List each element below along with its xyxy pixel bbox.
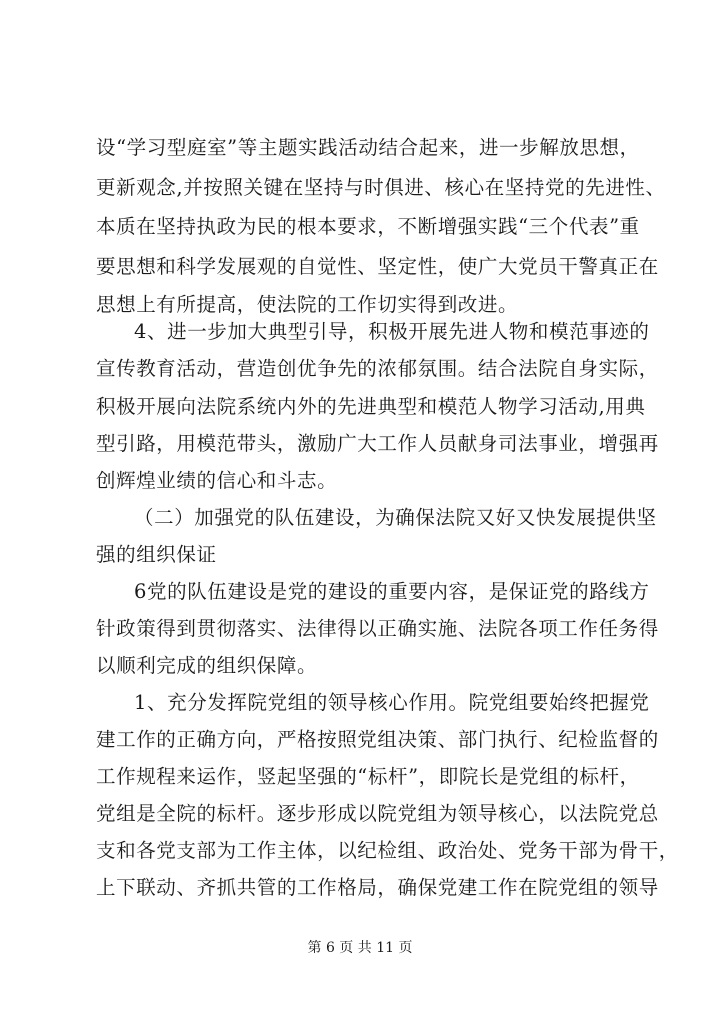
body-text-line: 针政策得到贯彻落实、法律得以正确实施、法院各项工作任务得 bbox=[96, 617, 659, 640]
body-text-line: 建工作的正确方向，严格按照党组决策、部门执行、纪检监督的 bbox=[96, 728, 659, 751]
body-text-line: 要思想和科学发展观的自觉性、坚定性，使广大党员干警真正在 bbox=[96, 255, 659, 278]
paragraph-6-start: 6党的队伍建设是党的建设的重要内容，是保证党的路线方 bbox=[134, 580, 650, 603]
body-text-line: 宣传教育活动，营造创优争先的浓郁氛围。结合法院自身实际， bbox=[96, 357, 659, 380]
body-text-line: 设“学习型庭室”等主题实践活动结合起来，进一步解放思想， bbox=[96, 136, 640, 159]
body-text-line: 本质在坚持执政为民的根本要求，不断增强实践“三个代表”重 bbox=[96, 215, 640, 238]
body-text-line: 创辉煌业绩的信心和斗志。 bbox=[96, 469, 338, 492]
body-text-line: 思想上有所提高，使法院的工作切实得到改进。 bbox=[96, 293, 519, 316]
section-heading: （二）加强党的队伍建设，为确保法院又好又快发展提供坚 bbox=[134, 506, 657, 529]
body-text-line: 支和各党支部为工作主体，以纪检组、政治处、党务干部为骨干， bbox=[96, 839, 679, 862]
page-number-footer: 第 6 页 共 11 页 bbox=[307, 940, 413, 956]
paragraph-4-start: 4、进一步加大典型引导，积极开展先进人物和模范事迹的 bbox=[134, 320, 650, 343]
section-heading-cont: 强的组织保证 bbox=[96, 543, 217, 566]
body-text-line: 以顺利完成的组织保障。 bbox=[96, 654, 318, 677]
body-text-line: 更新观念,并按照关键在坚持与时俱进、核心在坚持党的先进性、 bbox=[96, 176, 666, 199]
body-text-line: 型引路，用模范带头，激励广大工作人员献身司法事业，增强再 bbox=[96, 432, 659, 455]
paragraph-1-start: 1、充分发挥院党组的领导核心作用。院党组要始终把握党 bbox=[134, 691, 650, 714]
body-text-line: 工作规程来运作，竖起坚强的“标杆”，即院长是党组的标杆， bbox=[96, 765, 640, 788]
body-text-line: 上下联动、齐抓共管的工作格局，确保党建工作在院党组的领导 bbox=[96, 876, 659, 899]
body-text-line: 积极开展向法院系统内外的先进典型和模范人物学习活动,用典 bbox=[96, 395, 646, 418]
body-text-line: 党组是全院的标杆。逐步形成以院党组为领导核心，以法院党总 bbox=[96, 802, 659, 825]
